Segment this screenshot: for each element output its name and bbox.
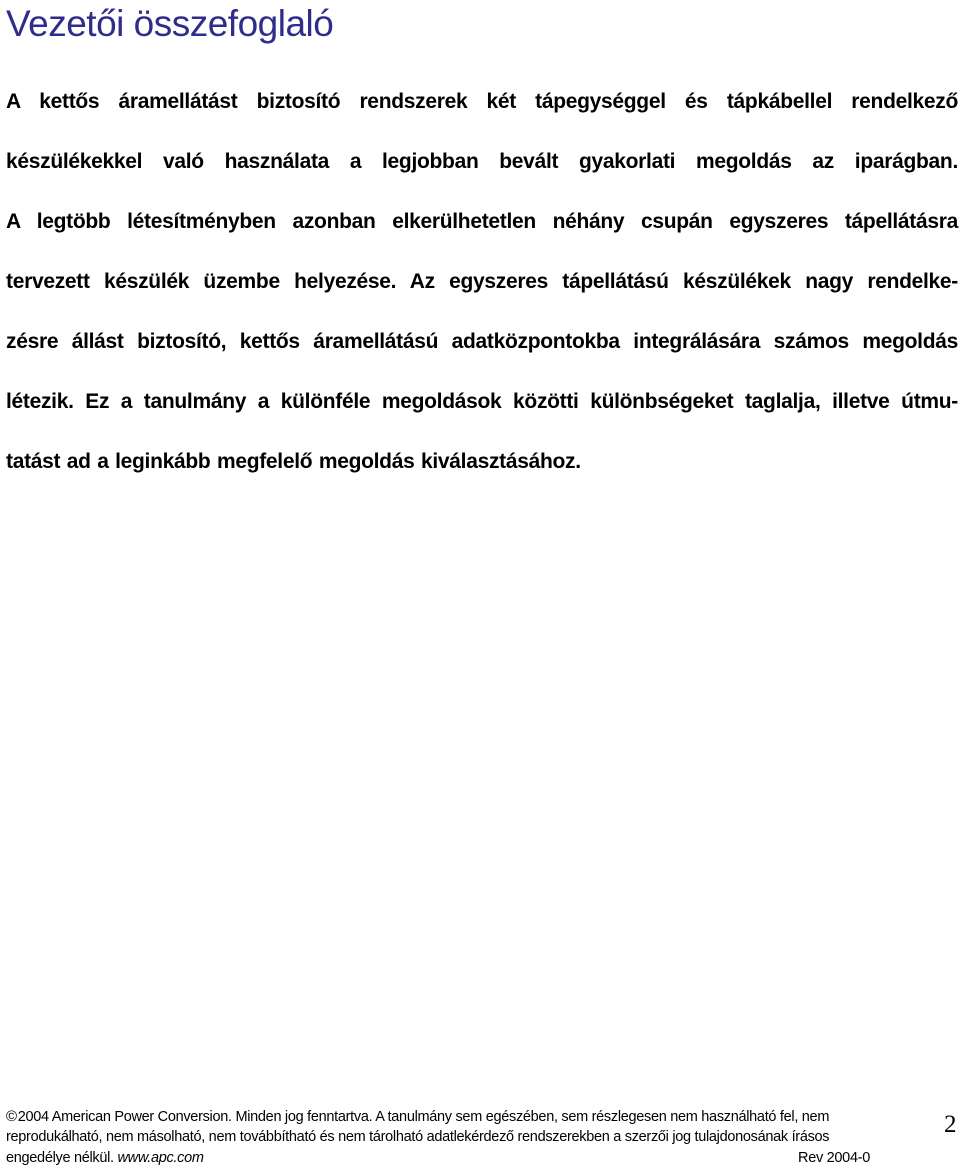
summary-line: tervezett készülék üzembe helyezése. Az egyszeres tápellátású készülékek nagy rendelke- [6,270,958,293]
footer-website-link[interactable]: www.apc.com [117,1150,204,1166]
footer-line-1 [6,1106,870,1127]
summary-line: A kettős áramellátást biztosító rendszerek két tápegységgel és tápkábellel rendelkező [6,90,958,113]
summary-line: tatást ad a leginkább megfelelő megoldás kiválasztásához. [6,450,581,473]
summary-line: létezik. Ez a tanulmány a különféle megoldások közötti különbségeket taglalja, illetve útmu- [6,390,958,413]
footer-line-2: reprodukálható, nem másolható, nem továbbítható és nem tárolható adatlekérdező rendszerekben a szerzői jog tulajdonosának írásos [6,1129,830,1145]
copyright-icon: © [6,1108,17,1125]
page-number: 2 [944,1111,957,1138]
executive-summary-paragraph [6,72,958,492]
summary-line: készülékekkel való használata a legjobban bevált gyakorlati megoldás az iparágban. [6,150,958,173]
footer-copyright-text: 2004 American Power Conversion. Minden jog fenntartva. A tanulmány sem egészében, sem részlegesen nem használható fel, nem [17,1109,830,1125]
footer-permission-text: engedélye nélkül. [6,1150,114,1166]
page-footer [6,1106,870,1169]
footer-line-3 [6,1148,870,1169]
summary-line: A legtöbb létesítményben azonban elkerülhetetlen néhány csupán egyszeres tápellátásra [6,210,958,233]
page-title: Vezetői összefoglaló [6,3,334,44]
revision-label: Rev 2004-0 [798,1150,870,1166]
summary-line: zésre állást biztosító, kettős áramellátású adatközpontokba integrálására számos megoldás [6,330,958,353]
